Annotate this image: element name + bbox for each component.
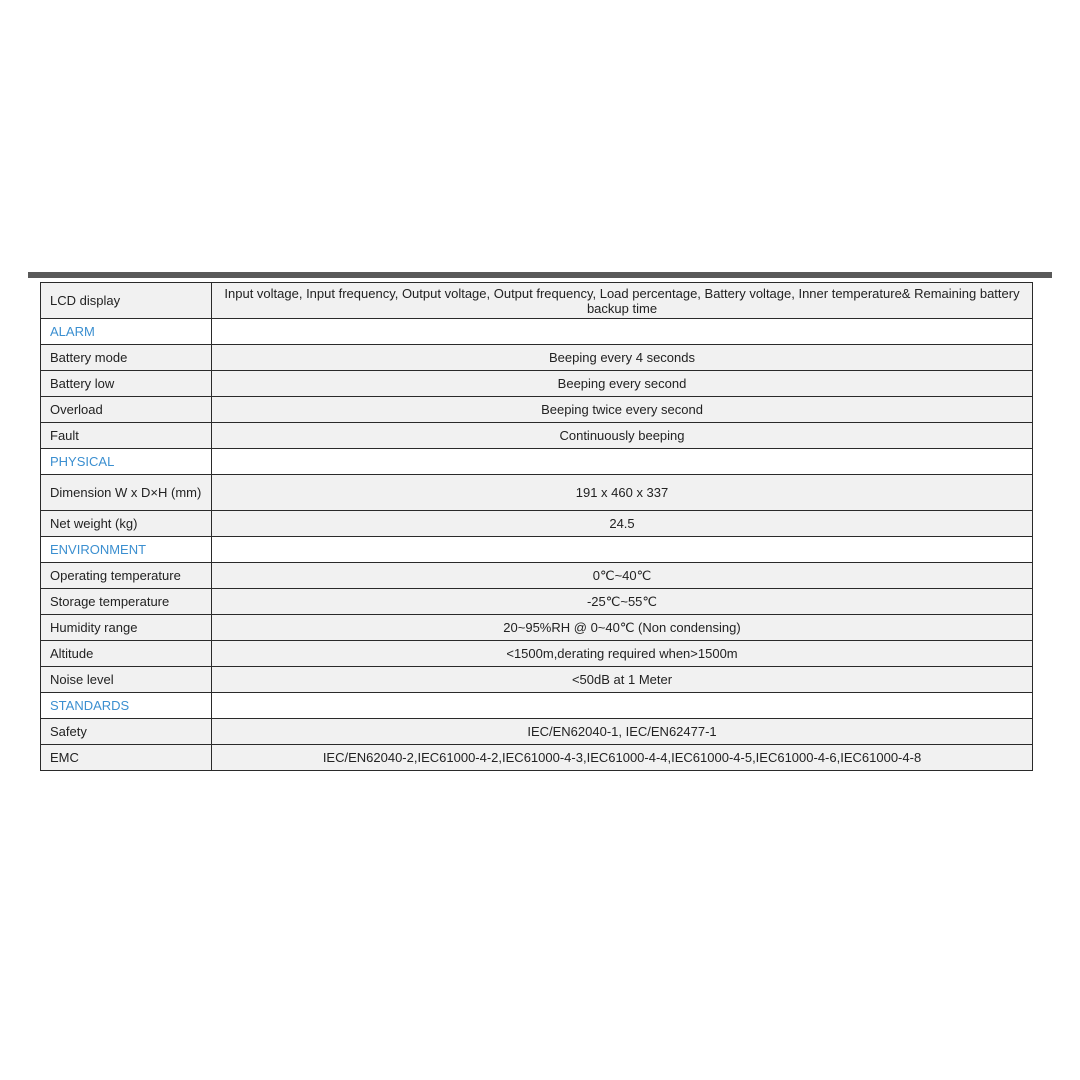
spec-label: Operating temperature	[41, 563, 212, 589]
spec-value: 24.5	[212, 511, 1033, 537]
spec-value: Beeping twice every second	[212, 397, 1033, 423]
spec-row-emc	[41, 745, 1033, 771]
spec-value: IEC/EN62040-1, IEC/EN62477-1	[212, 719, 1033, 745]
spec-row-dimension	[41, 475, 1033, 511]
spec-label: Humidity range	[41, 615, 212, 641]
spec-row-altitude	[41, 641, 1033, 667]
spec-label: Storage temperature	[41, 589, 212, 615]
spec-label: Safety	[41, 719, 212, 745]
spec-row-battery-low	[41, 371, 1033, 397]
section-row-alarm	[41, 319, 1033, 345]
section-heading: PHYSICAL	[41, 449, 212, 475]
section-empty-cell	[212, 449, 1033, 475]
spec-row-battery-mode	[41, 345, 1033, 371]
spec-row-safety	[41, 719, 1033, 745]
spec-row-storage-temperature	[41, 589, 1033, 615]
spec-value: <1500m,derating required when>1500m	[212, 641, 1033, 667]
spec-value: Beeping every second	[212, 371, 1033, 397]
spec-row-fault	[41, 423, 1033, 449]
section-heading: ALARM	[41, 319, 212, 345]
spec-value: Continuously beeping	[212, 423, 1033, 449]
spec-value: IEC/EN62040-2,IEC61000-4-2,IEC61000-4-3,IEC61000-4-4,IEC61000-4-5,IEC61000-4-6,IEC61000-4-8	[212, 745, 1033, 771]
section-heading: ENVIRONMENT	[41, 537, 212, 563]
section-empty-cell	[212, 693, 1033, 719]
spec-row-humidity-range	[41, 615, 1033, 641]
section-empty-cell	[212, 319, 1033, 345]
section-row-physical	[41, 449, 1033, 475]
spec-label: Battery mode	[41, 345, 212, 371]
spec-label: LCD display	[41, 283, 212, 319]
specifications-table	[40, 282, 1033, 771]
top-divider-rule	[28, 272, 1052, 278]
spec-row-operating-temperature	[41, 563, 1033, 589]
spec-value: -25℃~55℃	[212, 589, 1033, 615]
spec-row-overload	[41, 397, 1033, 423]
spec-value: 20~95%RH @ 0~40℃ (Non condensing)	[212, 615, 1033, 641]
spec-label: Dimension W x D×H (mm)	[41, 475, 212, 511]
section-row-environment	[41, 537, 1033, 563]
spec-label: Noise level	[41, 667, 212, 693]
spec-row-net-weight	[41, 511, 1033, 537]
spec-value: Input voltage, Input frequency, Output voltage, Output frequency, Load percentage, Battery voltage, Inner temperature& Remaining battery backup time	[212, 283, 1033, 319]
spec-label: Net weight (kg)	[41, 511, 212, 537]
spec-label: EMC	[41, 745, 212, 771]
spec-row-noise-level	[41, 667, 1033, 693]
spec-row-lcd-display	[41, 283, 1033, 319]
spec-value: <50dB at 1 Meter	[212, 667, 1033, 693]
section-heading: STANDARDS	[41, 693, 212, 719]
section-empty-cell	[212, 537, 1033, 563]
spec-value: 191 x 460 x 337	[212, 475, 1033, 511]
spec-value: Beeping every 4 seconds	[212, 345, 1033, 371]
spec-label: Fault	[41, 423, 212, 449]
spec-label: Altitude	[41, 641, 212, 667]
spec-value: 0℃~40℃	[212, 563, 1033, 589]
section-row-standards	[41, 693, 1033, 719]
spec-label: Battery low	[41, 371, 212, 397]
spec-label: Overload	[41, 397, 212, 423]
